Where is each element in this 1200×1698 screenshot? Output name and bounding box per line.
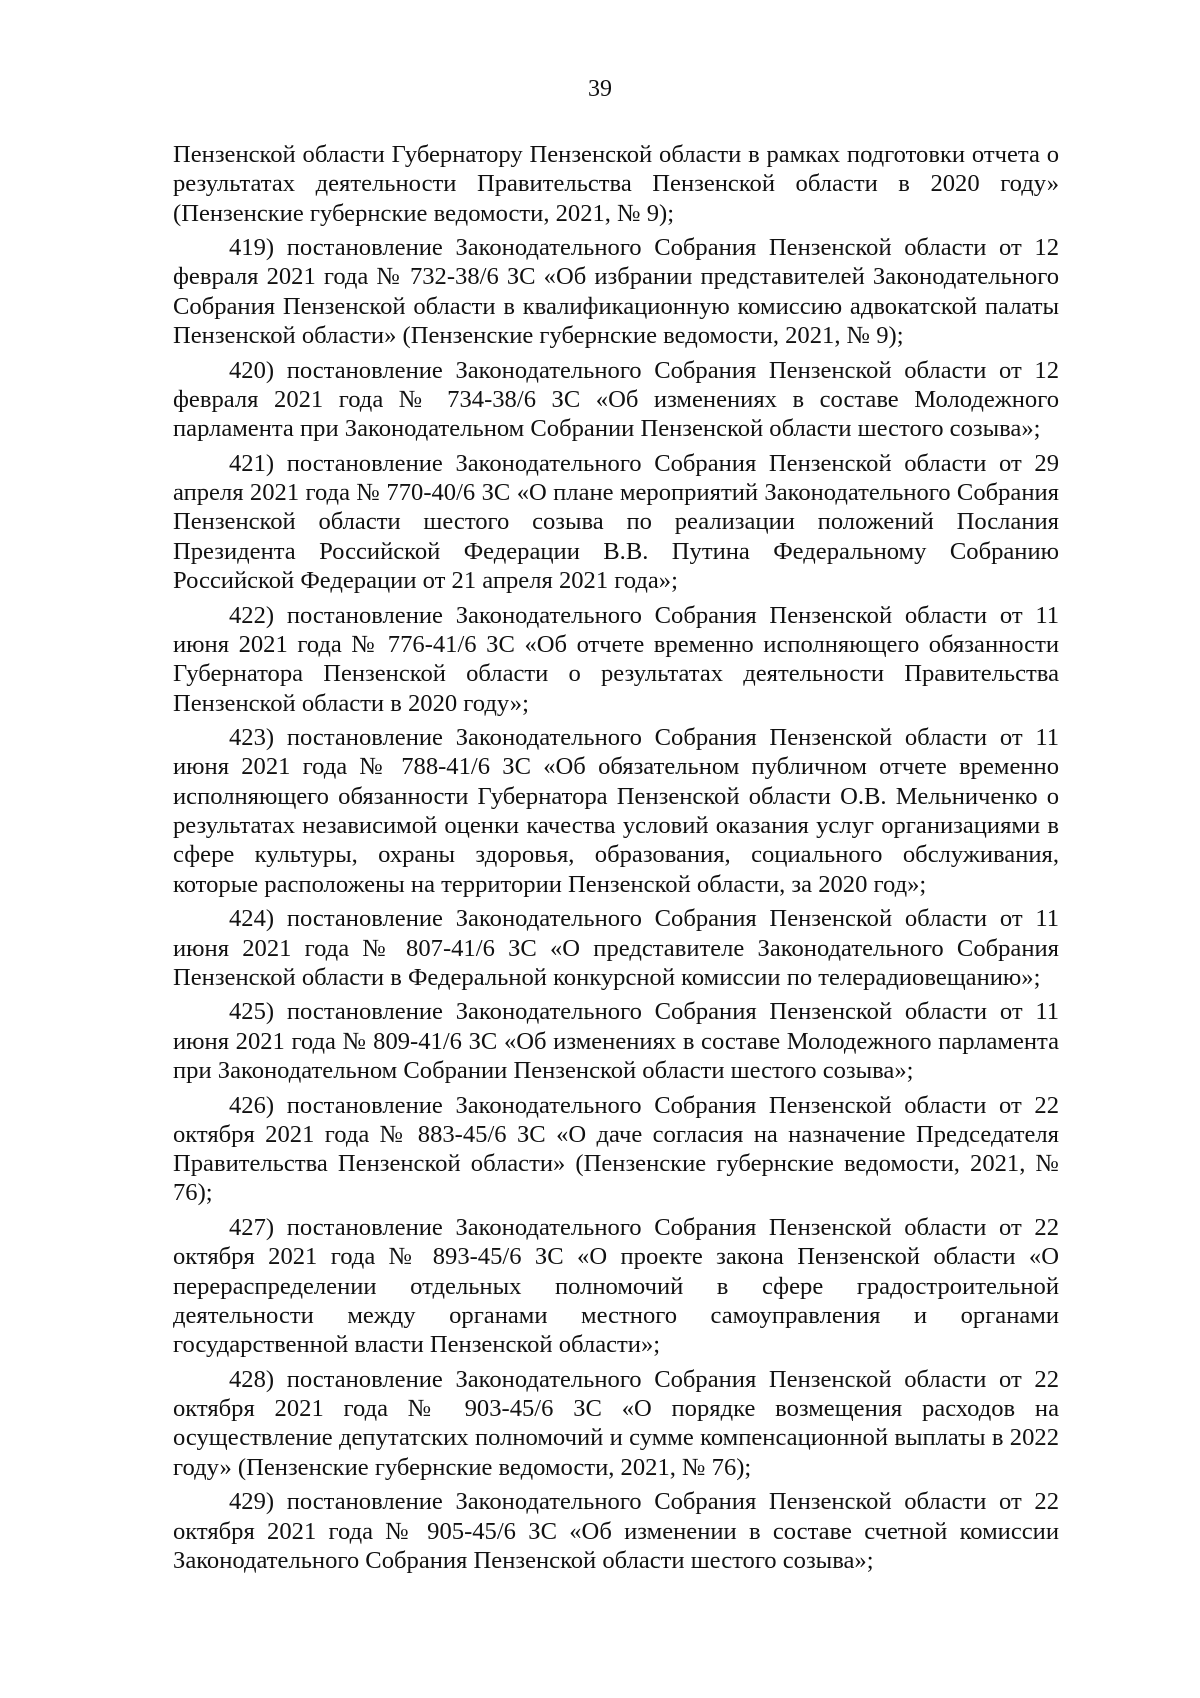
list-item-426: 426) постановление Законодательного Собрания Пензенской области от 22 октября 2021 года № 883-45/6 ЗС «О даче согласия на назначение Председателя Правительства Пензенской области» (Пензенские губернские ведомости, 2021, № 76); [173,1091,1059,1207]
page-number: 39 [588,76,612,102]
list-item-419: 419) постановление Законодательного Собрания Пензенской области от 12 февраля 2021 года № 732-38/6 ЗС «Об избрании представителей Законодательного Собрания Пензенской области в квалификационную комиссию адвокатской палаты Пензенской области» (Пензенские губернские ведомости, 2021, № 9); [173,234,1059,350]
list-item-425: 425) постановление Законодательного Собрания Пензенской области от 11 июня 2021 года № 809-41/6 ЗС «Об изменениях в составе Молодежного парламента при Законодательном Собрании Пензенской области шестого созыва»; [173,998,1059,1084]
list-item-427: 427) постановление Законодательного Собрания Пензенской области от 22 октября 2021 года № 893-45/6 ЗС «О проекте закона Пензенской области «О перераспределении отдельных полномочий в сфере градостроительной деятельности между органами местного самоуправления и органами государственной власти Пензенской области»; [173,1214,1059,1359]
list-item-429: 429) постановление Законодательного Собрания Пензенской области от 22 октября 2021 года № 905-45/6 ЗС «Об изменении в составе счетной комиссии Законодательного Собрания Пензенской области шестого созыва»; [173,1488,1059,1574]
paragraph-continuation: Пензенской области Губернатору Пензенской области в рамках подготовки отчета о результатах деятельности Правительства Пензенской области в 2020 году» (Пензенские губернские ведомости, 2021, № 9); [173,141,1059,227]
list-item-421: 421) постановление Законодательного Собрания Пензенской области от 29 апреля 2021 года № 770-40/6 ЗС «О плане мероприятий Законодательного Собрания Пензенской области шестого созыва по реализации положений Послания Президента Российской Федерации В.В. Путина Федеральному Собранию Российской Федерации от 21 апреля 2021 года»; [173,449,1059,595]
list-item-428: 428) постановление Законодательного Собрания Пензенской области от 22 октября 2021 года № 903-45/6 ЗС «О порядке возмещения расходов на осуществление депутатских полномочий и сумме компенсационной выплаты в 2022 году» (Пензенские губернские ведомости, 2021, № 76); [173,1365,1059,1481]
list-item-423: 423) постановление Законодательного Собрания Пензенской области от 11 июня 2021 года № 788-41/6 ЗС «Об обязательном публичном отчете временно исполняющего обязанности Губернатора Пензенской области О.В. Мельниченко о результатах независимой оценки качества условий оказания услуг организациями в сфере культуры, охраны здоровья, образования, социального обслуживания, которые расположены на территории Пензенской области, за 2020 год»; [173,724,1059,898]
document-body [173,140,1059,1581]
list-item-420: 420) постановление Законодательного Собрания Пензенской области от 12 февраля 2021 года № 734-38/6 ЗС «Об изменениях в составе Молодежного парламента при Законодательном Собрании Пензенской области шестого созыва»; [173,356,1059,443]
list-item-424: 424) постановление Законодательного Собрания Пензенской области от 11 июня 2021 года № 807-41/6 ЗС «О представителе Законодательного Собрания Пензенской области в Федеральной конкурсной комиссии по телерадиовещанию»; [173,905,1059,991]
list-item-422: 422) постановление Законодательного Собрания Пензенской области от 11 июня 2021 года № 776-41/6 ЗС «Об отчете временно исполняющего обязанности Губернатора Пензенской области о результатах деятельности Правительства Пензенской области в 2020 году»; [173,601,1059,717]
